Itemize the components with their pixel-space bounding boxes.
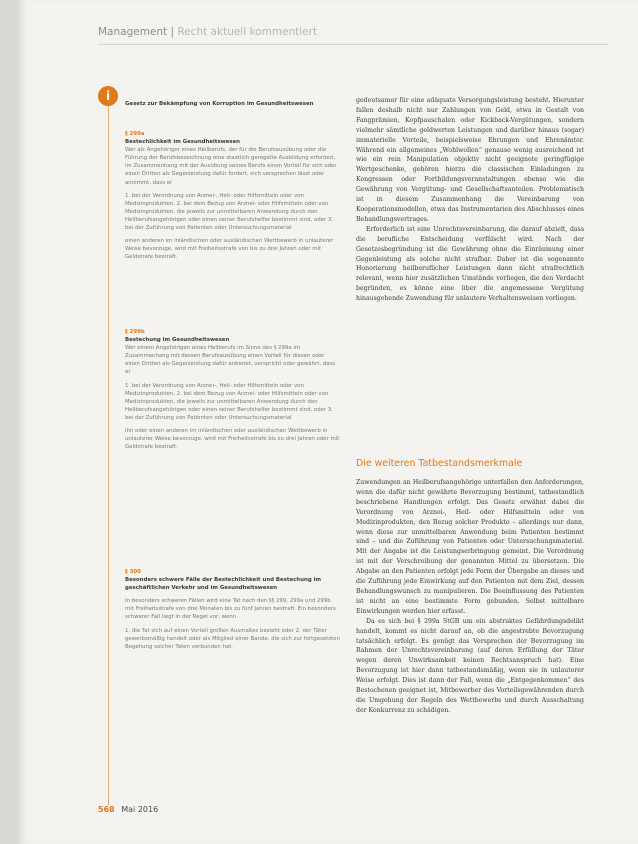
section-299b-heading: Bestechung im Gesundheitswesen [125,337,230,344]
sidebar-title-block [125,100,340,108]
page-number: 568 [98,805,115,814]
magazine-issue: Mai 2016 [121,805,159,814]
main-paragraph-2: Erforderlich ist eine Unrechtsvereinbarung, die darauf abzielt, dass die berufliche Entscheidung verfälscht wird. Nach der Gesetzesbegründung ist die Gewährung ohne die Einräumung einer Gegenleistung als solche nicht strafbar. Daher ist die sogenannte Honorierung heilberuflicher Leistungen dann nicht strafrechtlich relevant, wenn hier zusätzlichen Umstände vorliegen, die den Verdacht begründen, es könne eine über die angemessene Vergütung hinausgehende Zuwendung für unlautere Verhaltensweisen vorliegen. [356,225,584,303]
section-299a-number: § 299a [125,131,145,137]
section-300 [125,568,340,651]
main-paragraph-3: Zuwendungen an Heilberufsangehörige unterfallen den Anforderungen, wenn die dafür nicht gewährte Bevorzugung bestimmt, tatbestandlich beschriebene Handlungen erfolgt. Das Gesetz erwähnt dabei die Verordnung von Arznei-, Heil- oder Hilfsmitteln oder von Medizinprodukten, den Bezug solcher Produkte – allerdings nur dann, wenn diese zur unmittelbaren Anwendung beim Patienten bestimmt sind – und die Zuführung von Patienten oder Untersuchungsmaterial. Mit der Angabe ist die Leistungserbringung gemeint. Die Verordnung ist mit der Verschreibung der genannten Mittel zu übersetzen. Die Abgabe an den Patienten erfolgt jede Form der Übergabe an dieses und die Zuführung jede Einwirkung auf den Patienten mit dem Ziel, dessen Behandlungswunsch zu manipulieren. Die Beeinflussung des Patienten ist nicht an eine bestimmte Form gebunden. Selbst mittelbare Einwirkungen werden hier erfasst. [356,479,584,615]
header-section: Management | [98,26,175,38]
main-paragraph-4: Da es sich bei § 299a StGB um ein abstraktes Gefährdungsdelikt handelt, kommt es nicht darauf an, ob die angestrebte Bevorzugung tatsächlich erfolgt. Es genügt das Versprechen der Bevorzugung im Rahmen der Unrechtsvereinbarung (auf deren Erfüllung der Täter wegen deren Unwirksamkeit keinen Rechtsanspruch hat). Eine Bevorzugung ist hier dann tatbestandsmäßig, wenn sie in unlauterer Weise erfolgt. Dies ist dann der Fall, wenn die „Entgegenkommen“ des Bestochenen geeignet ist, Mitbewerber des Vorteilsgewährenden durch die Umgehung der Regeln des Wettbewerbs und durch Ausschaltung der Konkurrenz zu schädigen. [356,617,584,714]
section-300-intro: In besonders schweren Fällen wird eine Tat nach den §§ 299, 299a und 299b mit Freiheitsstrafe von drei Monaten bis zu fünf Jahren bestraft. Ein besonders schwerer Fall liegt in der Regel vor, wenn [125,598,336,621]
law-sidebar [108,92,347,805]
section-299a [125,130,340,261]
page-header [98,26,317,38]
main-text-bottom [356,478,584,716]
section-299b-outro: ihn oder einen anderen im inländischen oder ausländischen Wettbewerb in unlauterer Weise bevorzuge, wird mit Freiheitsstrafe bis zu drei Jahren oder mit Geldstrafe bestraft. [125,428,340,451]
section-299b-number: § 299b [125,329,145,335]
main-text-top [356,96,584,304]
section-299b-intro: Wer einem Angehörigen eines Heilberufs im Sinne des § 299a im Zusammenhang mit dessen Berufsausübung einen Vorteil für diesen oder einen Dritten als Gegenleistung dafür anbietet, verspricht oder gewährt, dass er [125,345,336,376]
section-300-heading: Besonders schwere Fälle der Bestechlichkeit und Bestechung im geschäftlichen Verkehr und im Gesundheitswesen [125,577,322,592]
section-299a-heading: Bestechlichkeit im Gesundheitswesen [125,139,240,146]
info-icon: i [98,86,118,106]
section-299b-items: 1. bei der Verordnung von Arznei-, Heil- oder Hilfsmitteln oder von Medizinprodukten, 2. bei dem Bezug von Arznei- oder Hilfsmitteln oder von Medizinprodukten, die jeweils zur unmittelbaren Anwendung durch den Heilberufsangehörigen oder einen seiner Berufshelfer bestimmt sind, oder 3. bei der Zuführung von Patienten oder Untersuchungsmaterial [125,382,334,421]
main-paragraph-1: gedeutsamer für eine adäquate Versorgungsleistung besteht. Hierunter fallen deshalb nicht nur Zahlungen von Geld, etwa in Gestalt von Fangprämien, Kopfpauschalen oder Kickback-Vergütungen, sondern vielmehr sämtliche geldwerten Leistungen und darüber hinaus (sogar) immaterielle Vorteile, beispielsweise Ehrungen und Ehrenämter. Während ein allgemeines „Wohlwollen“ genauso wenig ausreichend ist wie ein rein Manipulation objektiv nicht geeignete geringfügige Wertgeschenke, gehören hierzu die classischen Einladungen zu Kongressen oder Fortbildungsveranstaltungen ebenso wie die Gewährung von Vergütung- und Gesellschaftsanteilen. Problematisch ist in diesem Zusammenhang die Vereinbarung von Kooperationsmodellen, etwa das Instrumentarien des Abschlusses eines Behandlungsvertrages. [356,97,584,223]
section-300-items: 1. die Tat sich auf einen Vorteil großen Ausmaßes bezieht oder 2. der Täter gewerbsmäßig handelt oder als Mitglied einer Bande, die sich zur fortgesetzten Begehung solcher Taten verbunden hat. [125,627,340,650]
header-subsection: Recht aktuell kommentiert [177,26,318,38]
section-299a-intro: Wer als Angehöriger eines Heilberufs, der für die Berufsausübung oder die Führung der Berufsbezeichnung eine staatlich geregelte Ausbildung erfordert, im Zusammenhang mit der Ausübung seines Berufs einen Vorteil für sich oder einen Dritten als Gegenleistung dafür fordert, sich versprechen lässt oder annimmt, dass er [125,147,337,186]
header-rule [98,44,608,45]
section-heading: Die weiteren Tatbestandsmerkmale [356,458,523,469]
section-299a-outro: einen anderen im inländischen oder ausländischen Wettbewerb in unlauterer Weise bevorzuge, wird mit Freiheitsstrafe von bis zu drei Jahren oder mit Geldstrafe bestraft. [125,238,334,261]
section-299a-items: 1. bei der Verordnung von Arznei-, Heil- oder Hilfsmitteln oder von Medizinprodukten, 2. bei dem Bezug von Arznei- oder Hilfsmitteln oder von Medizinprodukten, die jeweils zur unmittelbaren Anwendung durch den Heilberufsangehörigen oder einen seiner Berufshelfer bestimmt sind, oder 3. bei der Zuführung von Patienten oder Untersuchungsmaterial [125,192,334,232]
section-300-number: § 300 [125,569,141,575]
sidebar-title: Gesetz zur Bekämpfung von Korruption im Gesundheitswesen [125,101,314,107]
section-299b [125,328,340,451]
page-footer [98,805,158,814]
